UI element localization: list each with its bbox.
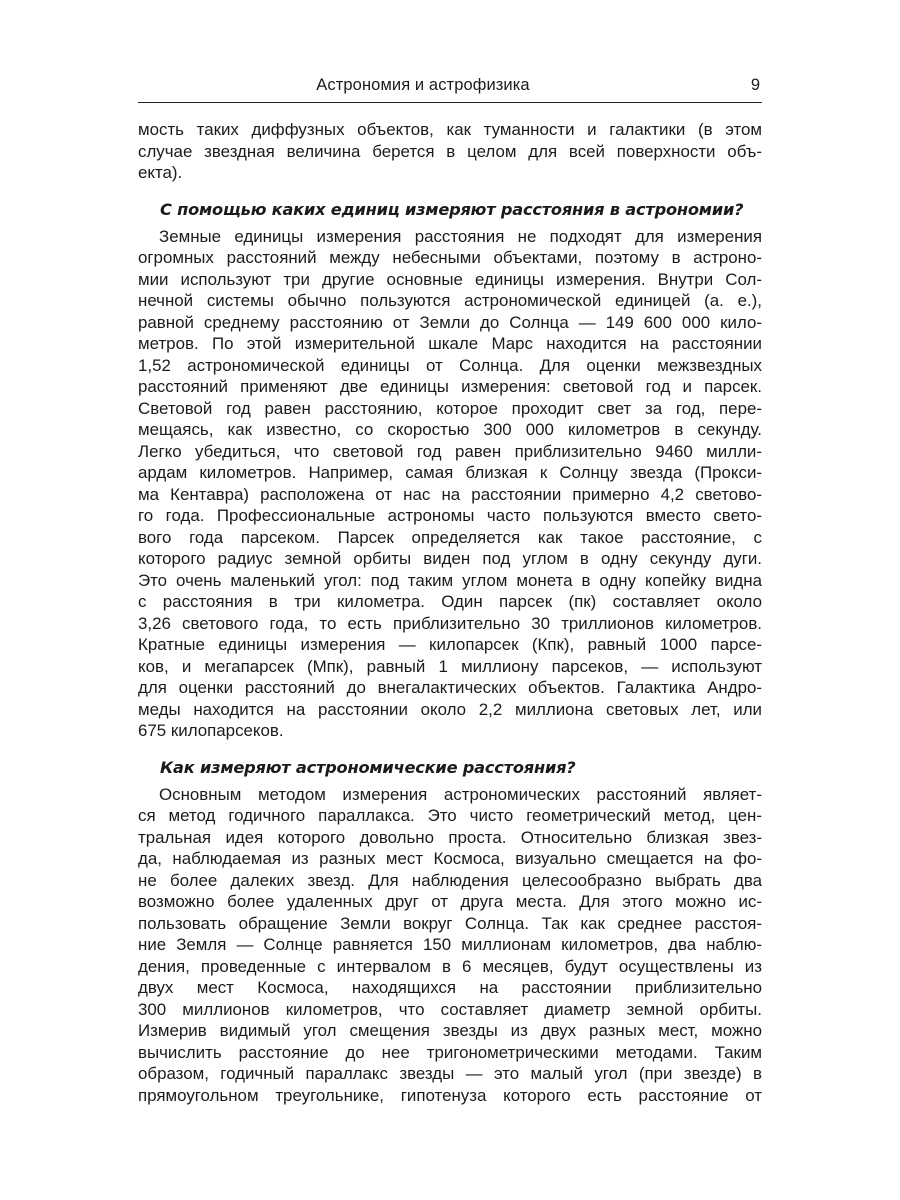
text-line: вычислить расстояние до нее тригонометрическими методами. Таким [138,1042,762,1062]
text-line: да, наблюдаемая из разных мест Космоса, визуально смещается на фо- [138,849,762,868]
text-line: дения, проведенные с интервалом в 6 месяцев, будут осуществлены из [138,956,762,976]
text-line: 300 миллионов километров, что составляет диаметр земной орбиты. [138,999,762,1019]
text-line: пользовать обращение Земли вокруг Солнца. Так как среднее расстоя- [138,913,762,933]
running-title: Астрономия и астрофизика [316,76,530,94]
text-line: равной среднему расстоянию от Земли до Солнца — 149 600 000 кило- [138,312,762,332]
page-body [138,119,762,1106]
text-line: не более далеких звезд. Для наблюдения целесообразно выбрать два [138,870,762,890]
text-line: Это очень маленький угол: под таким углом монета в одну копейку видна [138,570,762,590]
text-line: 1,52 астрономической единицы от Солнца. Для оценки межзвездных [138,355,762,375]
text-line: с расстояния в три километра. Один парсек (пк) составляет около [138,592,762,611]
text-line: возможно более удаленных друг от друга места. Для этого можно ис- [138,892,762,911]
text-line: ардам километров. Например, самая близкая к Солнцу звезда (Прокси- [138,463,762,482]
text-line: расстояний применяют две единицы измерения: световой год и парсек. [138,377,762,396]
text-line: огромных расстояний между небесными объектами, поэтому в астроно- [138,248,762,267]
text-line: 3,26 светового года, то есть приблизительно 30 триллионов километров. [138,613,762,633]
page-number: 9 [750,76,760,94]
intro-paragraph [138,119,762,184]
text-line: Кратные единицы измерения — килопарсек (Кпк), равный 1000 парсе- [138,635,762,654]
text-line: которого радиус земной орбиты виден под углом в одну секунду дуги. [138,549,762,568]
text-line: 675 килопарсеков. [138,721,284,740]
text-line: меды находится на расстоянии около 2,2 миллиона световых лет, или [138,699,762,719]
text-line: тральная идея которого довольно проста. Относительно близкая звез- [138,827,762,847]
text-line: ся метод годичного параллакса. Это чисто геометрический метод, цен- [138,806,762,825]
text-line: образом, годичный параллакс звезды — это малый угол (при звезде) в [138,1064,762,1083]
paragraph-parallax [138,784,762,1107]
text-line: ние Земля — Солнце равняется 150 миллионам километров, два наблю- [138,935,762,954]
running-header [138,74,762,103]
section-heading-methods: Как измеряют астрономические расстояния? [160,757,576,777]
section-heading-units: С помощью каких единиц измеряют расстояния в астрономии? [160,199,744,219]
text-line: ков, и мегапарсек (Мпк), равный 1 миллиону парсеков, — используют [138,656,762,676]
text-line: случае звездная величина берется в целом для всей поверхности объ- [138,141,762,161]
text-line: вого года парсеком. Парсек определяется как такое расстояние, с [138,527,762,547]
text-line: нечной системы обычно пользуются астрономической единицей (а. е.), [138,291,762,310]
text-line: двух мест Космоса, находящихся на расстоянии приблизительно [138,978,762,997]
text-line: ма Кентавра) расположена от нас на расстоянии примерно 4,2 светово- [138,484,762,504]
text-line: мещаясь, как известно, со скоростью 300 000 километров в секунду. [138,420,762,439]
text-line: Земные единицы измерения расстояния не подходят для измерения [159,226,762,246]
paragraph-units [138,226,762,742]
text-line: для оценки расстояний до внегалактических объектов. Галактика Андро- [138,678,762,697]
text-line: Измерив видимый угол смещения звезды из двух разных мест, можно [138,1021,762,1040]
text-line: екта). [138,163,183,182]
text-line: Легко убедиться, что световой год равен приблизительно 9460 милли- [138,441,762,461]
text-line: го года. Профессиональные астрономы часто пользуются вместо свето- [138,506,762,525]
text-line: мость таких диффузных объектов, как туманности и галактики (в этом [138,120,762,139]
text-line: Основным методом измерения астрономических расстояний являет- [159,784,762,804]
text-line: прямоугольном треугольнике, гипотенуза которого есть расстояние от [138,1085,762,1105]
text-line: метров. По этой измерительной шкале Марс находится на расстоянии [138,334,762,353]
text-line: мии используют три другие основные единицы измерения. Внутри Сол- [138,269,762,289]
text-line: Световой год равен расстоянию, которое проходит свет за год, пере- [138,398,762,418]
